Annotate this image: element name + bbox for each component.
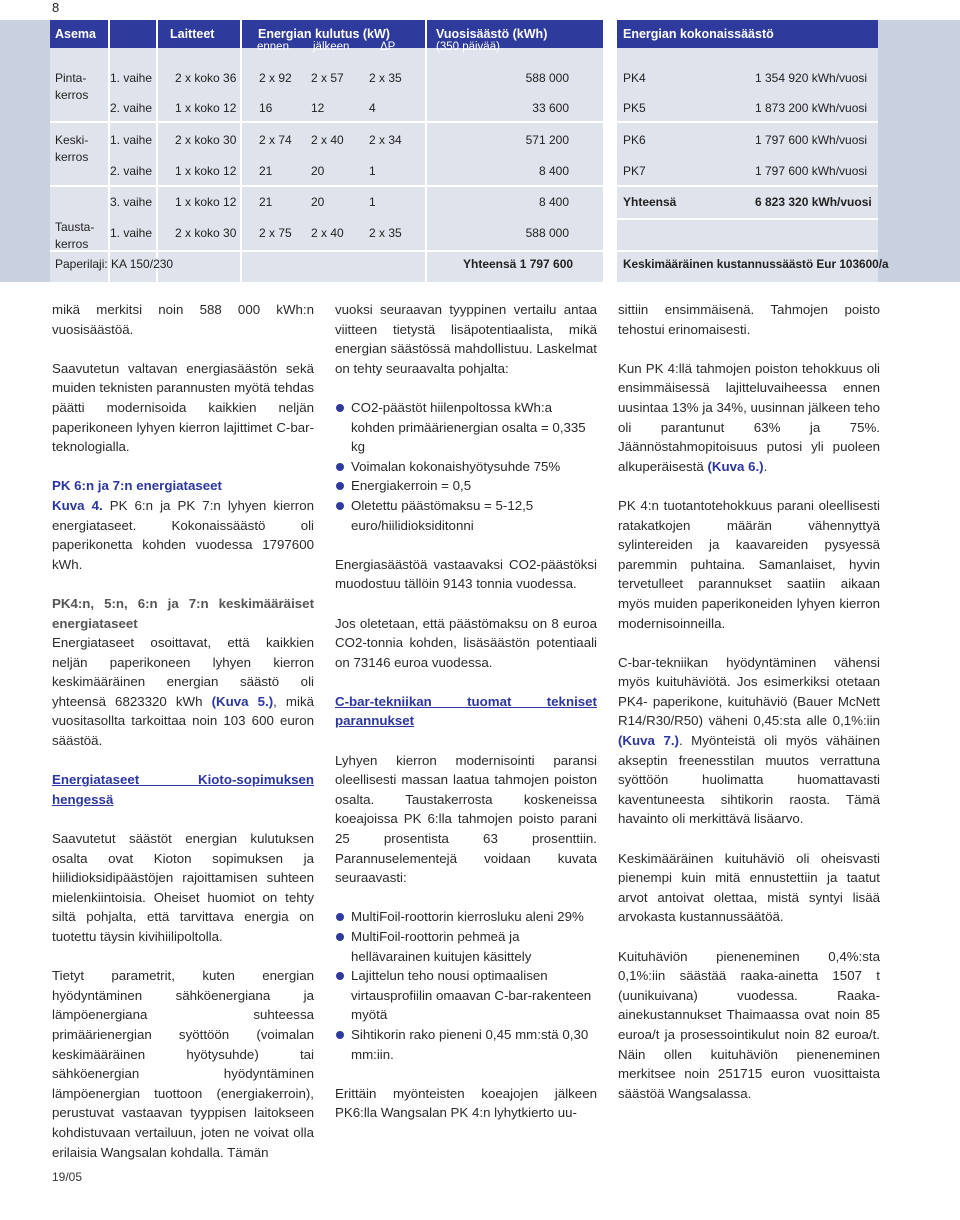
paragraph: PK 4:n tuotantotehokkuus parani oleellisesti ratakatkojen määrän vähennyttyä sylintereiden ja kaavareiden pysyessä paremmin puhtaina. Samanlaiset, hyvin tervetulleet parannukset saatiin aikaan myös muiden paperikoneiden lyhyen kierron modernisoinneilla. <box>618 497 880 631</box>
pk7-label: PK7 <box>623 164 646 178</box>
col-divider <box>108 20 110 282</box>
paperilaji: Paperilaji: KA 150/230 <box>55 257 174 271</box>
table-cell: 1 <box>369 164 376 178</box>
table-cell: 2 x 40 <box>311 226 344 240</box>
annual-saving-cell: 33 600 <box>532 101 569 115</box>
table-cell: 1 x koko 12 <box>175 101 237 115</box>
paragraph: C-bar-tekniikan hyödyntäminen vähensi myös kuituhäviötä. Jos esimerkiksi otetaan PK4- paperikone, kuituhäviö (Bauer McNett R14/R30/R50) väheni 0,45:sta alle 0,1%:iin <box>618 654 880 729</box>
paragraph: Keskimääräinen kuituhäviö oli oheisvasti pienempi kuin mitä ennustettiin ja taatut arvot antoivat olettaa, mistä syntyi lisää arvokasta kustannussäätöä. <box>618 850 880 925</box>
paragraph: Energiataseet osoittavat, että kaikkien neljän paperikoneen lyhyen kierron keskimääräinen energian säästö oli yhteensä 6823320 kWh <box>52 635 314 709</box>
header-delta: ΔP <box>380 41 396 53</box>
figure-ref: (Kuva 6.) <box>707 458 764 474</box>
row-divider <box>617 250 878 252</box>
annual-saving-cell: 571 200 <box>525 133 569 147</box>
table-total: Yhteensä 1 797 600 <box>463 257 574 271</box>
header-laitteet: Laitteet <box>170 27 215 41</box>
header-paivaa: (350 päivää) <box>436 41 500 53</box>
figure-ref: (Kuva 5.) <box>211 693 274 709</box>
table-cell: 20 <box>311 164 325 178</box>
right-margin-strip <box>878 20 960 282</box>
list-item: Lajittelun teho nousi optimaalisen virtausprofiilin omaavan C-bar-rakenteen myötä <box>335 966 597 1025</box>
assumptions-list <box>335 398 597 535</box>
table-cell: 2 x 74 <box>259 133 292 147</box>
table-cell: 4 <box>369 101 376 115</box>
paragraph: Energiasäästöä vastaavaksi CO2-päästöksi muodostuu tällöin 9143 tonnia vuodessa. <box>335 556 597 592</box>
paragraph: Lyhyen kierron modernisointi paransi oleellisesti massan laatua tahmojen poiston osalta. Taustakerrosta koskeneissa koeajoissa PK 6:lla tahmojen poisto parani 25 prosentista 63 prosenttiin. Parannuselementejä voidaan kuvata seuraavasti: <box>335 752 597 886</box>
paragraph: Kuituhäviön pieneneminen 0,4%:sta 0,1%:iin säästää raaka-ainetta 1507 t (uunikuivana) vuodessa. Raaka-ainekustannukset Thaimaassa ovat noin 85 euroa/t ja prosessointikulut noin 82 euroa/t. Näin ollen kuituhäviön pieneneminen merkitsee noin 251715 euron vuosittaista säästöä Wangsalassa. <box>618 948 880 1101</box>
figure-ref: (Kuva 7.) <box>618 733 679 749</box>
list-item: Sihtikorin rako pieneni 0,45 mm:stä 0,30 mm:iin. <box>335 1025 597 1064</box>
row-divider <box>617 218 878 220</box>
page-number-top: 8 <box>52 0 60 15</box>
header-ennen: ennen <box>257 41 289 53</box>
paragraph: vuoksi seuraavan tyyppinen vertailu antaa viitteen tietystä lisäpotentiaalista, mikä energian säästössä mahdollistuu. Laskelmat on tehty seuraavalta pohjalta: <box>335 302 597 376</box>
group-taustakerros: Tausta- kerros <box>55 220 95 251</box>
savings-table-header <box>50 20 603 53</box>
col-divider <box>240 20 242 282</box>
pk5-value: 1 873 200 kWh/vuosi <box>755 101 868 115</box>
header-asema: Asema <box>55 27 96 41</box>
text-column-3 <box>618 300 880 1123</box>
text-column-2 <box>335 300 597 1143</box>
total-savings-header <box>617 20 878 48</box>
paragraph: Saavutetun valtavan energiasäästön sekä muiden teknisten parannusten myötä tehdas päätti modernisoida kaikkien neljän paperikoneen lyhyen kierron lajittimet C-bar-teknologialla. <box>52 360 314 455</box>
paragraph: Saavutetut säästöt energian kulutuksen osalta ovat Kioton sopimuksen ja hiilidioksidipäästöjen rajoittamisen suhteen mielenkiintoisia. Oheiset huomiot on tehty siltä pohjalta, että tarvittava energia on tuotettu täysin kivihiilipoltolla. <box>52 831 314 944</box>
footer-issue: 19/05 <box>52 1170 83 1184</box>
total-savings-table <box>617 20 878 282</box>
paragraph: Tietyt parametrit, kuten energian hyödyntäminen sähköenergiana ja lämpöenergiana suhteessa primäärienergian syöttöön (voimalan keskimääräinen hyötysuhde) tai sähköenergian hyödyntäminen lämpöenergian tuottoon (energiakerroin), perustuvat vastaavan tyyppisen laitokseen kohdistuvaan vertailuun, joten ne voivat olla erilaisia Wangsalan kohdalla. Tämän <box>52 968 314 1160</box>
paragraph: Kun PK 4:llä tahmojen poiston tehokkuus oli ensimmäisessä lajitteluvaiheessa ennen uusintaa 13% ja 34%, uusinnan jälkeen teho oli parantunut 63% ja 75%. Jäännöstahmopitoisuus putosi yli puoleen alkuperäisestä <box>618 360 880 474</box>
annual-saving-cell: 8 400 <box>538 195 569 209</box>
figure-ref: Kuva 4. <box>52 497 103 513</box>
paragraph-end: . <box>763 458 768 474</box>
table-cell: 1 <box>369 195 376 209</box>
row-divider <box>50 250 603 252</box>
savings-table <box>50 20 603 282</box>
table-cell: 1 x koko 12 <box>175 195 237 209</box>
list-item: MultiFoil-roottorin pehmeä ja hellävarainen kuitujen käsittely <box>335 927 597 966</box>
table-cell: 2 x 40 <box>311 133 344 147</box>
paragraph-end: , mikä vuositasollta tarkoittaa noin 103 600 euron säästöä. <box>52 693 314 749</box>
text-column-1 <box>52 300 314 1182</box>
left-margin-strip <box>0 20 50 282</box>
group-keskikerros: Keski- kerros <box>55 133 89 164</box>
table-cell: 20 <box>311 195 325 209</box>
paragraph: Jos oletetaan, että päästömaksu on 8 euroa CO2-tonnia kohden, lisäsäästön potentiaali on 73146 euroa vuodessa. <box>335 615 597 670</box>
row-divider <box>617 121 878 123</box>
row-divider <box>50 185 603 187</box>
table-cell: 1 x koko 12 <box>175 164 237 178</box>
pk6-value: 1 797 600 kWh/vuosi <box>755 133 868 147</box>
total-savings-title: Energian kokonaissäästö <box>623 27 774 41</box>
stage-cell: 3. vaihe <box>110 195 153 209</box>
stage-cell: 2. vaihe <box>110 101 153 115</box>
list-item: Energiakerroin = 0,5 <box>335 476 597 496</box>
table-cell: 2 x 75 <box>259 226 292 240</box>
heading-pk67: PK 6:n ja 7:n energiataseet <box>52 478 222 494</box>
pk7-value: 1 797 600 kWh/vuosi <box>755 164 868 178</box>
col-divider <box>156 20 158 282</box>
pk6-label: PK6 <box>623 133 646 147</box>
header-jalkeen: jälkeen <box>313 41 350 53</box>
stage-cell: 1. vaihe <box>110 71 153 85</box>
paragraph: Erittäin myönteisten koeajojen jälkeen PK6:lla Wangsalan PK 4:n lyhytkierto uu- <box>335 1085 597 1121</box>
stage-cell: 2. vaihe <box>110 164 153 178</box>
total-label: Yhteensä <box>623 195 677 209</box>
table-cell: 16 <box>259 101 273 115</box>
pk4-label: PK4 <box>623 71 646 85</box>
group-pintakerros: Pinta- kerros <box>55 71 89 102</box>
total-value: 6 823 320 kWh/vuosi <box>755 195 872 209</box>
heading-average-balances: PK4:n, 5:n, 6:n ja 7:n keskimääräiset energiataseet <box>52 595 314 631</box>
pk4-value: 1 354 920 kWh/vuosi <box>755 71 868 85</box>
improvements-list <box>335 907 597 1064</box>
paragraph: mikä merkitsi noin 588 000 kWh:n vuosisäästöä. <box>52 302 314 337</box>
list-item: Voimalan kokonaishyötysuhde 75% <box>335 457 597 477</box>
list-item: Oletettu päästömaksu = 5-12,5 euro/hiilidioksiditonni <box>335 496 597 535</box>
paragraph: sittiin ensimmäisenä. Tahmojen poisto tehostui erinomaisesti. <box>618 302 880 337</box>
annual-saving-cell: 588 000 <box>525 226 569 240</box>
table-cell: 12 <box>311 101 325 115</box>
col-divider <box>425 20 427 282</box>
average-saving: Keskimääräinen kustannussäästö Eur 103600/a <box>623 257 889 271</box>
table-cell: 2 x 34 <box>369 133 402 147</box>
paragraph: PK 6:n ja PK 7:n lyhyen kierron energiataseet. Kokonaissäästö oli paperikonetta kohden vuodessa 1797600 kWh. <box>52 497 314 572</box>
heading-kioto: Energiataseet Kioto-sopimuksen hengessä <box>52 772 314 807</box>
table-cell: 2 x 57 <box>311 71 344 85</box>
table-cell: 2 x 35 <box>369 226 402 240</box>
paragraph-end: . Myönteistä oli myös vähäinen akseptin freenesstilan muutos verrattuna syöttöön huolimatta huomattavasti kaventuneesta sihtikorin raosta. Tämä havainto oli merkittävä lisäarvo. <box>618 733 880 827</box>
row-divider <box>617 185 878 187</box>
table-cell: 21 <box>259 164 273 178</box>
table-cell: 2 x 92 <box>259 71 292 85</box>
annual-saving-cell: 8 400 <box>538 164 569 178</box>
stage-cell: 1. vaihe <box>110 226 153 240</box>
table-cell: 21 <box>259 195 273 209</box>
list-item: MultiFoil-roottorin kierrosluku aleni 29% <box>335 907 597 927</box>
row-divider <box>50 121 603 123</box>
list-item: CO2-päästöt hiilenpoltossa kWh:a kohden primäärienergian osalta = 0,335 kg <box>335 398 597 457</box>
header-saasto: Vuosisäästö (kWh) <box>436 27 548 41</box>
stage-cell: 1. vaihe <box>110 133 153 147</box>
table-cell: 2 x koko 36 <box>175 71 237 85</box>
pk5-label: PK5 <box>623 101 646 115</box>
table-cell: 2 x koko 30 <box>175 133 237 147</box>
table-cell: 2 x koko 30 <box>175 226 237 240</box>
annual-saving-cell: 588 000 <box>525 71 569 85</box>
header-kulutus: Energian kulutus (kW) <box>258 27 390 41</box>
table-cell: 2 x 35 <box>369 71 402 85</box>
heading-cbar: C-bar-tekniikan tuomat tekniset parannukset <box>335 693 597 729</box>
